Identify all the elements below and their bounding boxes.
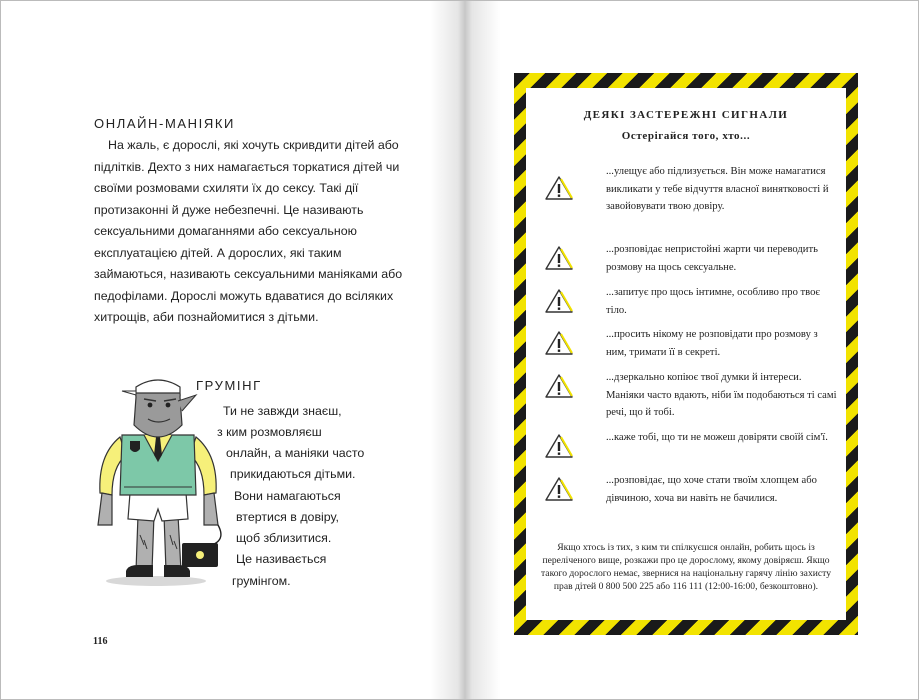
warning-box-title: ДЕЯКІ ЗАСТЕРЕЖНІ СИГНАЛИ (583, 109, 789, 121)
grooming-line-4: прикидаються дітьми. (230, 467, 356, 481)
warning-sign-text-3: ...запитує про щось інтимне, особливо про твоє тіло. (606, 287, 820, 316)
warning-sign-text-1: ...улещує або підлизується. Він може намагатися викликати у тебе відчуття власної винятковості й завойовувати твою довіру. (606, 166, 829, 212)
warning-sign-text-2: ...розповідає непристойні жарти чи переводить розмову на щось сексуальне. (606, 244, 818, 273)
grooming-line-2: з ким розмовляєш (217, 425, 322, 439)
warning-box-subtitle: Остерігайся того, хто... (621, 130, 751, 142)
section-title-grooming: ГРУМІНГ (196, 378, 262, 393)
section-title-online-maniacs: ОНЛАЙН-МАНІЯКИ (94, 116, 235, 131)
warning-sign-text-7: ...розповідає, що хоче стати твоїм хлопцем або дівчиною, хоча ви навіть не бачилися. (606, 475, 817, 504)
grooming-line-1: Ти не завжди знаєш, (223, 404, 342, 418)
warning-sign-text-6: ...каже тобі, що ти не можеш довіряти своїй сім'ї. (606, 432, 828, 443)
hotline-footer-note: Якщо хтось із тих, з ким ти спілкуєшся онлайн, робить щось із переліченого вище, розкажи про це дорослому, якому довіряєш. Якщо такого дорослого немає, звернися на національну гарячу лінію захисту прав дітей 0 800 500 225 або 116 111 (12:00-16:00, безкоштовно). (541, 542, 831, 592)
grooming-line-6: втертися в довіру, (236, 510, 339, 524)
page-number: 116 (93, 636, 108, 647)
warning-sign-text-4: ...просить нікому не розповідати про розмову з ним, тримати її в секреті. (606, 329, 818, 358)
grooming-line-5: Вони намагаються (234, 489, 341, 503)
grooming-line-9: грумінгом. (232, 574, 291, 588)
warning-sign-text-5: ...дзеркально копіює твої думки й інтереси. Маніяки часто вдають, ніби їм подобаються ті самі речі, що й тобі. (606, 372, 837, 418)
grooming-line-8: Це називається (236, 552, 327, 566)
intro-text: На жаль, є дорослі, які хочуть скривдити дітей або підлітків. Дехто з них намагається торкатися дітей чи своїми розмовами схиляти їх до сексу. Такі дії протизаконні й дуже небезпечні. Це називають сексуальними домаганнями або сексуальною експлуатацією дітей. А дорослих, які таким займаються, називають сексуальними маніяками або педофілами. Дорослі можуть вдаватися до всіляких хитрощів, аби познайомитися з дітьми. (94, 138, 403, 324)
grooming-line-3: онлайн, а маніяки часто (226, 446, 365, 460)
grooming-line-7: щоб зблизитися. (236, 531, 332, 545)
